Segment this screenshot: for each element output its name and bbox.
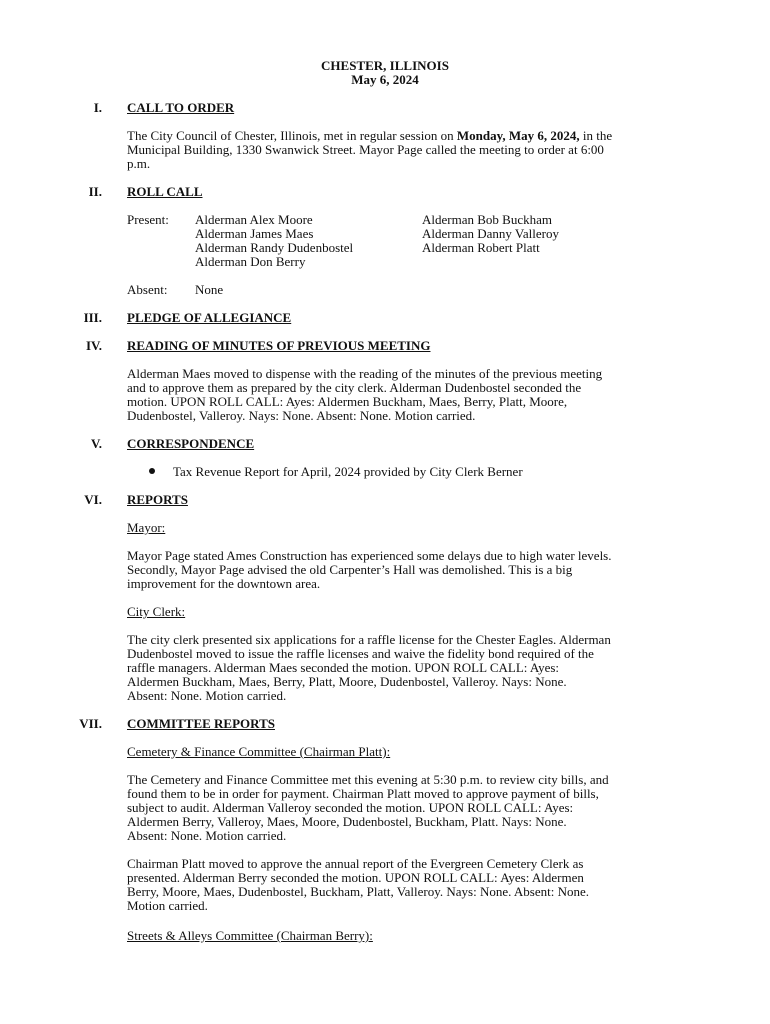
paragraph-line: raffle managers. Alderman Maes seconded the motion. UPON ROLL CALL: Ayes:	[127, 660, 560, 675]
section-number: II.	[88, 184, 102, 199]
subheading-mayor: Mayor:	[127, 520, 166, 535]
present-name: Alderman Bob Buckham	[422, 212, 552, 227]
paragraph-line: improvement for the downtown area.	[127, 576, 321, 591]
document-city-title: CHESTER, ILLINOIS	[321, 58, 449, 73]
paragraph-line: Chairman Platt moved to approve the annual report of the Evergreen Cemetery Clerk as	[127, 856, 584, 871]
paragraph-line: and to approve them as prepared by the city clerk. Alderman Dudenbostel seconded the	[127, 380, 582, 395]
section-heading-correspondence: CORRESPONDENCE	[127, 436, 255, 451]
paragraph-line: The City Council of Chester, Illinois, met in regular session on Monday, May 6, 2024, in the	[127, 128, 613, 143]
paragraph-line: Mayor Page stated Ames Construction has experienced some delays due to high water levels.	[127, 548, 612, 563]
subheading-cemetery-finance: Cemetery & Finance Committee (Chairman Platt):	[127, 744, 391, 759]
section-heading-roll-call: ROLL CALL	[127, 184, 203, 199]
paragraph-line: Aldermen Buckham, Maes, Berry, Platt, Moore, Dudenbostel, Valleroy. Nays: None.	[127, 674, 567, 689]
paragraph-line: Secondly, Mayor Page advised the old Carpenter’s Hall was demolished. This is a big	[127, 562, 573, 577]
paragraph-line: Municipal Building, 1330 Swanwick Street. Mayor Page called the meeting to order at 6:00	[127, 142, 604, 157]
present-name: Alderman Robert Platt	[422, 240, 540, 255]
present-name: Alderman Don Berry	[195, 254, 306, 269]
paragraph-line: Berry, Moore, Maes, Dudenbostel, Buckham, Platt, Valleroy. Nays: None. Absent: None.	[127, 884, 590, 899]
present-name: Alderman James Maes	[195, 226, 314, 241]
paragraph-line: motion. UPON ROLL CALL: Ayes: Aldermen Buckham, Maes, Berry, Platt, Moore,	[127, 394, 568, 409]
present-label: Present:	[127, 212, 169, 227]
section-number: I.	[93, 100, 102, 115]
paragraph-line: Dudenbostel moved to issue the raffle licenses and waive the fidelity bond required of the	[127, 646, 594, 661]
bullet-icon	[148, 468, 156, 476]
meeting-date-bold: Monday, May 6, 2024,	[456, 128, 580, 143]
section-number: V.	[91, 436, 102, 451]
correspondence-item: Tax Revenue Report for April, 2024 provided by City Clerk Berner	[173, 464, 523, 479]
paragraph-line: found them to be in order for payment. Chairman Platt moved to approve payment of bills,	[127, 786, 599, 801]
paragraph-line: presented. Alderman Berry seconded the motion. UPON ROLL CALL: Ayes: Aldermen	[127, 870, 584, 885]
section-number: VI.	[84, 492, 102, 507]
paragraph-line: Alderman Maes moved to dispense with the reading of the minutes of the previous meeting	[127, 366, 603, 381]
paragraph-line: p.m.	[127, 156, 151, 171]
paragraph-line: Motion carried.	[127, 898, 208, 913]
paragraph-line: Dudenbostel, Valleroy. Nays: None. Absent: None. Motion carried.	[127, 408, 476, 423]
document-date: May 6, 2024	[351, 72, 419, 87]
present-name: Alderman Danny Valleroy	[422, 226, 559, 241]
section-number: IV.	[85, 338, 102, 353]
present-name: Alderman Alex Moore	[195, 212, 313, 227]
paragraph-line: Absent: None. Motion carried.	[127, 828, 287, 843]
paragraph-line: Absent: None. Motion carried.	[127, 688, 287, 703]
section-heading-reports: REPORTS	[127, 492, 188, 507]
section-heading-call-to-order: CALL TO ORDER	[127, 100, 235, 115]
paragraph-line: The city clerk presented six applications for a raffle license for the Chester Eagles. Alderman	[127, 632, 611, 647]
section-heading-minutes: READING OF MINUTES OF PREVIOUS MEETING	[127, 338, 431, 353]
paragraph-line: Aldermen Berry, Valleroy, Maes, Moore, Dudenbostel, Buckham, Platt. Nays: None.	[127, 814, 567, 829]
paragraph-line: The Cemetery and Finance Committee met this evening at 5:30 p.m. to review city bills, and	[127, 772, 609, 787]
paragraph-line: subject to audit. Alderman Valleroy seconded the motion. UPON ROLL CALL: Ayes:	[127, 800, 574, 815]
subheading-city-clerk: City Clerk:	[127, 604, 186, 619]
absent-value: None	[195, 282, 224, 297]
section-heading-committee-reports: COMMITTEE REPORTS	[127, 716, 275, 731]
subheading-streets-alleys: Streets & Alleys Committee (Chairman Berry):	[127, 928, 373, 943]
section-heading-pledge: PLEDGE OF ALLEGIANCE	[127, 310, 292, 325]
absent-label: Absent:	[127, 282, 168, 297]
section-number: III.	[83, 310, 102, 325]
section-number: VII.	[79, 716, 102, 731]
present-name: Alderman Randy Dudenbostel	[195, 240, 354, 255]
